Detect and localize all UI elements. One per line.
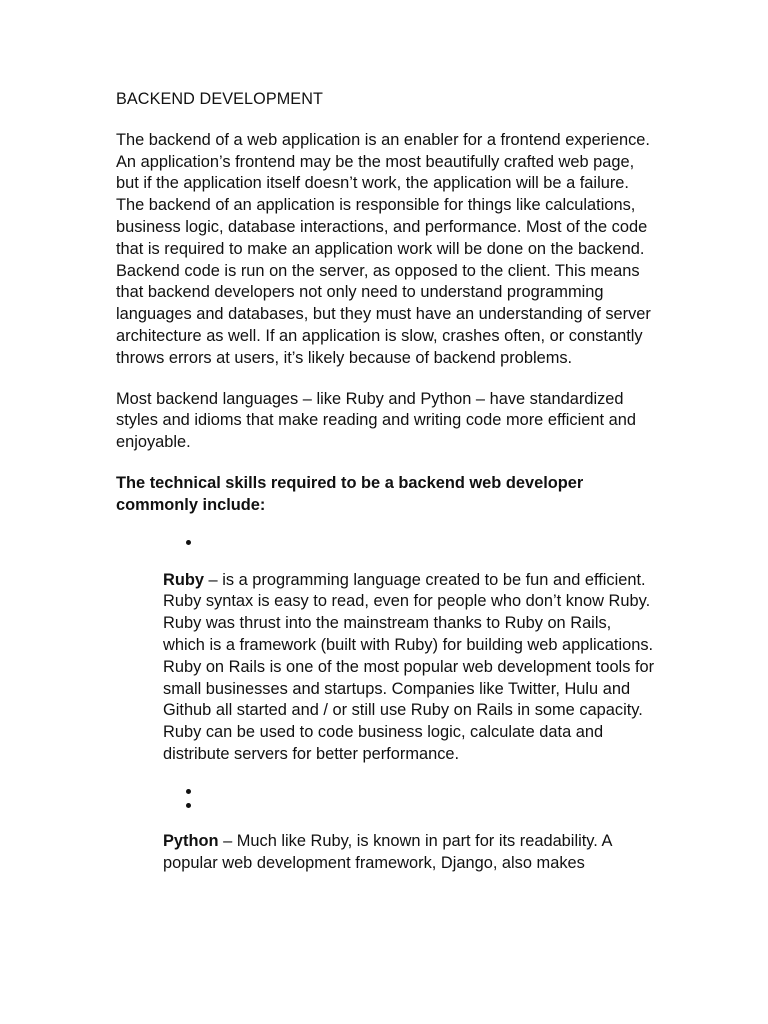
bullet-dot-icon [186, 540, 191, 545]
bullet-line-1 [116, 536, 656, 550]
bullet-line-3 [116, 799, 656, 813]
python-term: Python [163, 831, 219, 850]
intro-paragraph: The backend of a web application is an enabler for a frontend experience. An application’s frontend may be the most beautifully crafted web page, but if the application itself doesn’t work, the application will be a failure. The backend of an application is responsible for things like calculations, business logic, database interactions, and performance. Most of the code that is required to make an application work will be done on the backend. Backend code is run on the server, as opposed to the client. This means that backend developers not only need to understand programming languages and databases, but they must have an understanding of server architecture as well. If an application is slow, crashes often, or constantly throws errors at users, it’s likely because of backend problems. [116, 130, 651, 367]
bullet-line-2 [116, 785, 656, 799]
ruby-term: Ruby [163, 570, 204, 589]
document-heading: BACKEND DEVELOPMENT [116, 90, 323, 108]
ruby-item [163, 570, 656, 766]
bullet-dot-icon [186, 803, 191, 808]
document-body [116, 89, 656, 893]
skills-heading: The technical skills required to be a backend web developer commonly include: [116, 473, 584, 514]
ruby-description: – is a programming language created to be fun and efficient. Ruby syntax is easy to read, even for people who don’t know Ruby. Ruby was thrust into the mainstream thanks to Ruby on Rails, which is a framework (built with Ruby) for building web applications. Ruby on Rails is one of the most popular web development tools for small businesses and startups. Companies like Twitter, Hulu and Github all started and / or still use Ruby on Rails in some capacity. Ruby can be used to code business logic, calculate data and distribute servers for better performance. [163, 570, 655, 763]
python-description: – Much like Ruby, is known in part for its readability. A popular web development framework, Django, also makes [163, 831, 612, 872]
bullet-dot-icon [186, 789, 191, 794]
python-item [163, 831, 656, 875]
languages-paragraph: Most backend languages – like Ruby and Python – have standardized styles and idioms that make reading and writing code more efficient and enjoyable. [116, 389, 636, 452]
